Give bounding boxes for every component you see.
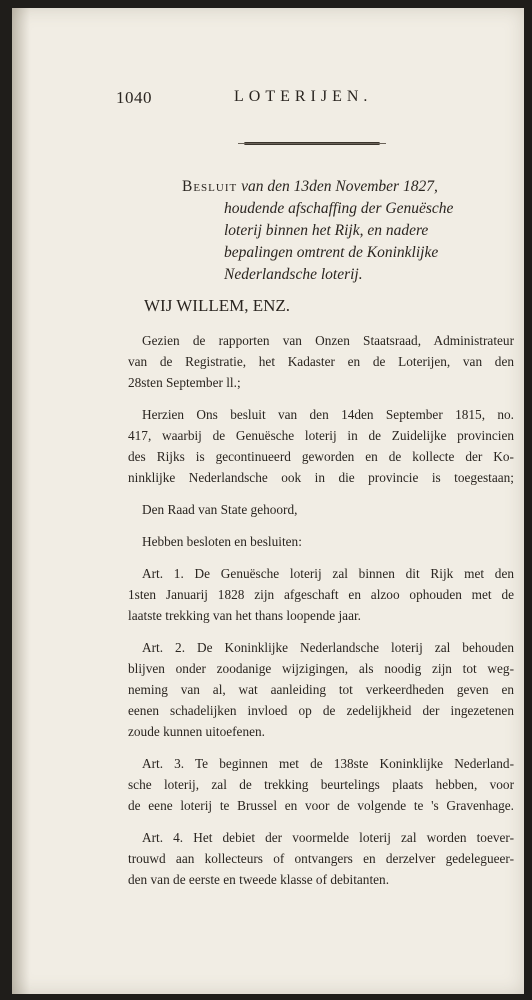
heading-line-5: Nederlandsche loterij.: [224, 266, 363, 283]
text-line: sche loterij, zal de trekking beurtelings plaats hebben, voor: [128, 777, 514, 792]
paragraph-gezien: [128, 330, 514, 393]
heading-line-4: bepalingen omtrent de Koninklijke: [224, 244, 439, 261]
paragraph-herzien: [128, 404, 514, 488]
book-page: [12, 8, 524, 994]
paragraph-besluiten: [128, 531, 514, 552]
text-line: trouwd aan kollecteurs of ontvangers en derzelver gedelegueer-: [128, 851, 514, 866]
running-title: LOTERIJEN.: [234, 88, 373, 105]
paragraph-raad: [128, 499, 514, 520]
text-line: neming van al, wat aanleiding tot verkeerdheden geven en: [128, 682, 514, 697]
text-line: laatste trekking van het thans loopende jaar.: [128, 608, 361, 623]
text-line: blijven onder zoodanige wijzigingen, als noodig zijn tot weg-: [128, 661, 514, 676]
text-line: Hebben besloten en besluiten:: [142, 534, 302, 549]
text-line: ninklijke Nederlandsche ook in die provincie is toegestaan;: [128, 470, 514, 485]
text-line: van de Registratie, het Kadaster en de Loterijen, van den: [128, 354, 514, 369]
decree-body: [128, 330, 514, 901]
text-line: Art. 2. De Koninklijke Nederlandsche loterij zal behouden: [142, 640, 514, 655]
article-2: [128, 637, 514, 742]
text-line: Art. 3. Te beginnen met de 138ste Koninklijke Nederland-: [142, 756, 514, 771]
text-line: Den Raad van State gehoord,: [142, 502, 298, 517]
ornamental-rule: [244, 142, 380, 145]
heading-line-1: Besluit van den 13den November 1827,: [182, 178, 438, 195]
heading-line-3: loterij binnen het Rijk, en nadere: [224, 222, 429, 239]
text-line: 28sten September ll.;: [128, 375, 241, 390]
text-line: 417, waarbij de Genuësche loterij in de Zuidelijke provincien: [128, 428, 514, 443]
decree-heading: [182, 176, 502, 286]
text-line: des Rijks is gecontinueerd geworden en de kollecte der Ko-: [128, 449, 514, 464]
text-line: Herzien Ons besluit van den 14den September 1815, no.: [142, 407, 514, 422]
text-line: den van de eerste en tweede klasse of debitanten.: [128, 872, 390, 887]
heading-line-2: houdende afschaffing der Genuësche: [224, 200, 454, 217]
text-line: de eene loterij te Brussel en voor de volgende te 's Gravenhage.: [128, 798, 514, 813]
running-header: [116, 88, 416, 112]
text-line: 1sten Januarij 1828 zijn afgeschaft en alzoo ophouden met de: [128, 587, 514, 602]
heading-smallcaps-word: Besluit: [182, 178, 238, 195]
article-1: [128, 563, 514, 626]
text-line: Gezien de rapporten van Onzen Staatsraad, Administrateur: [142, 333, 514, 348]
page-gutter-shadow: [12, 8, 30, 994]
intro-formula: WIJ WILLEM, ENZ.: [144, 296, 291, 315]
text-line: Art. 4. Het debiet der voormelde loterij zal worden toever-: [142, 830, 514, 845]
article-4: [128, 827, 514, 890]
article-3: [128, 753, 514, 816]
text-line: Art. 1. De Genuësche loterij zal binnen dit Rijk met den: [142, 566, 514, 581]
text-line: eenen schadelijken invloed op de zedelijkheid der ingezetenen: [128, 703, 514, 718]
text-line: zoude kunnen uitoefenen.: [128, 724, 265, 739]
page-number: 1040: [116, 88, 152, 107]
